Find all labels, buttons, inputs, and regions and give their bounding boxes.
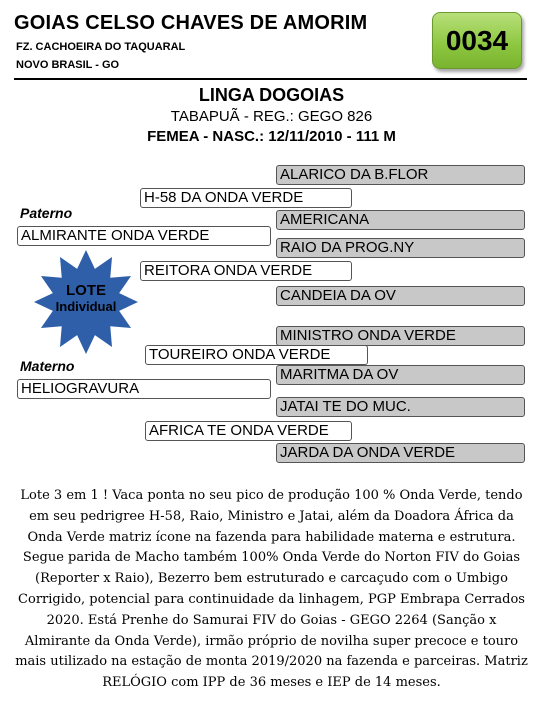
header-divider xyxy=(14,78,527,80)
pedigree-mgs-dam: MARITMA DA OV xyxy=(276,365,525,385)
pedigree-paternal-grandsire: H-58 DA ONDA VERDE xyxy=(140,188,352,208)
pedigree-pgd-sire: RAIO DA PROG.NY xyxy=(276,238,525,258)
lote-badge-line1: LOTE xyxy=(66,282,106,299)
pedigree-mgs-sire: MINISTRO ONDA VERDE xyxy=(276,326,525,346)
pedigree-paternal-granddam: REITORA ONDA VERDE xyxy=(140,261,352,281)
city-name: NOVO BRASIL - GO xyxy=(16,59,120,71)
paterno-label: Paterno xyxy=(20,205,73,221)
owner-name: GOIAS CELSO CHAVES DE AMORIM xyxy=(14,12,368,34)
pedigree-sire: ALMIRANTE ONDA VERDE xyxy=(17,226,271,246)
pedigree-mgd-dam: JARDA DA ONDA VERDE xyxy=(276,443,525,463)
animal-birth-info: FEMEA - NASC.: 12/11/2010 - 111 M xyxy=(147,128,396,145)
pedigree-mgd-sire: JATAI TE DO MUC. xyxy=(276,397,525,417)
lot-number-badge: 0034 xyxy=(432,12,522,69)
pedigree-pgs-sire: ALARICO DA B.FLOR xyxy=(276,165,525,185)
pedigree-maternal-grandsire: TOUREIRO ONDA VERDE xyxy=(145,345,368,365)
materno-label: Materno xyxy=(20,358,75,374)
lote-individual-badge xyxy=(34,282,138,314)
pedigree-pgd-dam: CANDEIA DA OV xyxy=(276,286,525,306)
farm-name: FZ. CACHOEIRA DO TAQUARAL xyxy=(16,41,186,53)
animal-registration: TABAPUÃ - REG.: GEGO 826 xyxy=(170,108,373,125)
lote-badge-line2: Individual xyxy=(55,299,117,314)
pedigree-pgs-dam: AMERICANA xyxy=(276,210,525,230)
lot-description: Lote 3 em 1 ! Vaca ponta no seu pico de produção 100 % Onda Verde, tendo em seu pedrigree H-58, Raio, Ministro e Jatai, além da Doadora África da Onda Verde matriz ícone na fazenda para habilidade materna e estrutura. Segue parida de Macho também 100% Onda Verde do Norton FIV do Goias (Reporter x Raio), Bezerro bem estruturado e carcaçudo com o Umbigo Corrigido, potencial para continuidade da linhagem, PGP Embrapa Cerrados 2020. Está Prenhe do Samurai FIV do Goias - GEGO 2264 (Sanção x Almirante da Onda Verde), irmão próprio de novilha super precoce e touro mais utilizado na estação de monta 2019/2020 na fazenda e parceiras. Matriz RELÓGIO com IPP de 36 meses e IEP de 14 meses. xyxy=(15,488,528,691)
pedigree-dam: HELIOGRAVURA xyxy=(17,379,271,399)
pedigree-maternal-granddam: AFRICA TE ONDA VERDE xyxy=(145,421,352,441)
animal-name: LINGA DOGOIAS xyxy=(198,85,345,105)
